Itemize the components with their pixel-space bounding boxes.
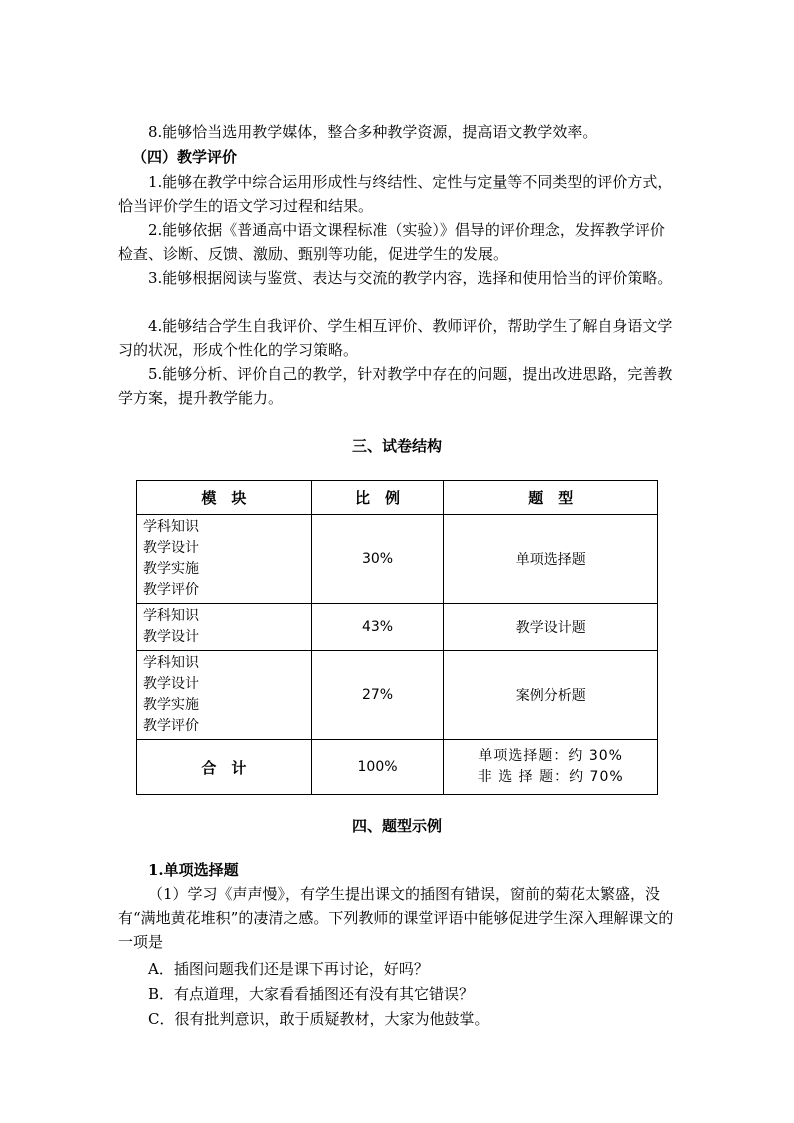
exam-structure-table: [136, 480, 658, 795]
evaluation-item-4: 4.能够结合学生自我评价、学生相互评价、教师评价，帮助学生了解自身语文学习的状况，形成个性化的学习策略。: [118, 317, 673, 359]
total-line: 非 选 择 题：约 70%: [477, 769, 624, 785]
evaluation-item-2: 2.能够依据《普通高中语文课程标准（实验）》倡导的评价理念，发挥教学评价检查、诊断、反馈、激励、甄别等功能，促进学生的发展。: [118, 221, 665, 263]
module-name: 教学评价: [143, 582, 199, 598]
evaluation-item-5: 5.能够分析、评价自己的教学，针对教学中存在的问题，提出改进思路，完善教学方案，提升教学能力。: [118, 365, 673, 407]
section-title-structure: 三、试卷结构: [351, 437, 442, 455]
module-name: 教学设计: [143, 676, 199, 692]
section-heading-evaluation: （四）教学评价: [132, 148, 238, 166]
total-label: 合 计: [137, 740, 312, 795]
evaluation-item-3: 3.能够根据阅读与鉴赏、表达与交流的教学内容，选择和使用恰当的评价策略。: [148, 269, 673, 287]
option-b: B．有点道理，大家看看插图还有没有其它错误？: [148, 985, 475, 1003]
evaluation-item-1: 1.能够在教学中综合运用形成性与终结性、定性与定量等不同类型的评价方式，恰当评价学生的语文学习过程和结果。: [118, 173, 673, 215]
module-cell: [137, 651, 312, 740]
ratio-cell: 30%: [311, 515, 444, 604]
module-cell: [137, 604, 312, 651]
header-type: 题 型: [444, 481, 658, 515]
ratio-cell: 27%: [311, 651, 444, 740]
table-row: [137, 515, 658, 604]
module-name: 教学实施: [143, 561, 199, 577]
module-name: 学科知识: [143, 519, 199, 535]
header-module: 模 块: [137, 481, 312, 515]
total-ratio: 100%: [311, 740, 444, 795]
module-cell: [137, 515, 312, 604]
total-breakdown: [444, 740, 658, 795]
option-c: C．很有批判意识，敢于质疑教材，大家为他鼓掌。: [148, 1010, 490, 1028]
type-cell: 单项选择题: [444, 515, 658, 604]
table-row: [137, 604, 658, 651]
module-name: 教学评价: [143, 718, 199, 734]
table-header-row: [137, 481, 658, 515]
header-ratio: 比 例: [311, 481, 444, 515]
option-a: A．插图问题我们还是课下再讨论，好吗？: [148, 960, 429, 978]
module-name: 教学设计: [143, 629, 199, 645]
type-cell: 案例分析题: [444, 651, 658, 740]
module-name: 教学实施: [143, 697, 199, 713]
total-line: 单项选择题：约 30%: [478, 748, 623, 764]
ratio-cell: 43%: [311, 604, 444, 651]
table-total-row: [137, 740, 658, 795]
question-text: （1）学习《声声慢》，有学生提出课文的插图有错误，窗前的菊花太繁盛，没有“满地黄花堆积”的凄清之感。下列教师的课堂评语中能够促进学生深入理解课文的一项是: [118, 885, 674, 951]
module-name: 学科知识: [143, 608, 199, 624]
table-row: [137, 651, 658, 740]
module-name: 教学设计: [143, 540, 199, 556]
subsection-single-choice: 1.单项选择题: [148, 861, 239, 879]
type-cell: 教学设计题: [444, 604, 658, 651]
section-title-examples: 四、题型示例: [351, 817, 442, 835]
criterion-8: 8.能够恰当选用教学媒体，整合多种教学资源，提高语文教学效率。: [148, 123, 598, 141]
module-name: 学科知识: [143, 655, 199, 671]
